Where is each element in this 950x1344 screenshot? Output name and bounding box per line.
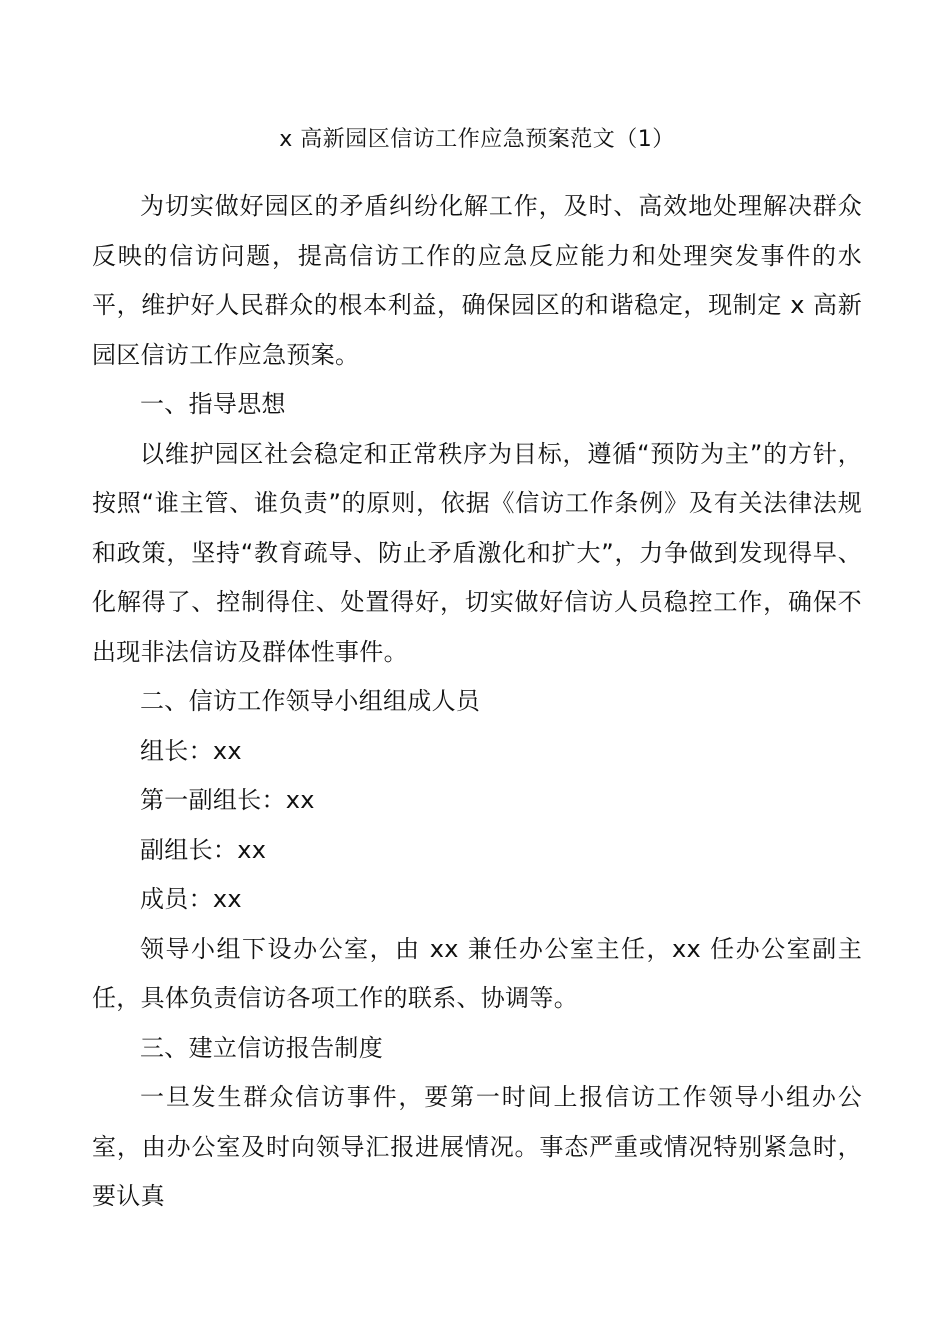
- group-leader-line: 组长：xx: [140, 736, 242, 765]
- document-title: x 高新园区信访工作应急预案范文（1）: [279, 127, 675, 152]
- section-heading-leadership-group: 二、信访工作领导小组组成人员: [140, 687, 481, 715]
- members-line: 成员：xx: [140, 885, 242, 913]
- intro-paragraph: 为切实做好园区的矛盾纠纷化解工作，及时、高效地处理解决群众反映的信访问题，提高信访工作的应急反应能力和处理突发事件的水平，维护好人民群众的根本利益，确保园区的和谐稳定，现制定 x 高新园区信访工作应急预案。: [92, 192, 862, 369]
- guiding-ideology-paragraph: 以维护园区社会稳定和正常秩序为目标，遵循“预防为主”的方针，按照“谁主管、谁负责”的原则，依据《信访工作条例》及有关法律法规和政策，坚持“教育疏导、防止矛盾激化和扩大”，力争做到发现得早、化解得了、控制得住、处置得好，切实做好信访人员稳控工作，确保不出现非法信访及群体性事件。: [92, 439, 862, 666]
- section-heading-guiding-ideology: 一、指导思想: [140, 390, 286, 418]
- document-page: [92, 120, 862, 1222]
- reporting-system-paragraph: 一旦发生群众信访事件，要第一时间上报信访工作领导小组办公室，由办公室及时向领导汇报进展情况。事态严重或情况特别紧急时，要认真: [92, 1083, 862, 1210]
- first-deputy-leader-line: 第一副组长：xx: [140, 786, 315, 814]
- section-heading-reporting-system: 三、建立信访报告制度: [140, 1033, 383, 1062]
- deputy-leader-line: 副组长：xx: [140, 835, 267, 864]
- office-setup-paragraph: 领导小组下设办公室，由 xx 兼任办公室主任，xx 任办公室副主任，具体负责信访各项工作的联系、协调等。: [92, 934, 863, 1012]
